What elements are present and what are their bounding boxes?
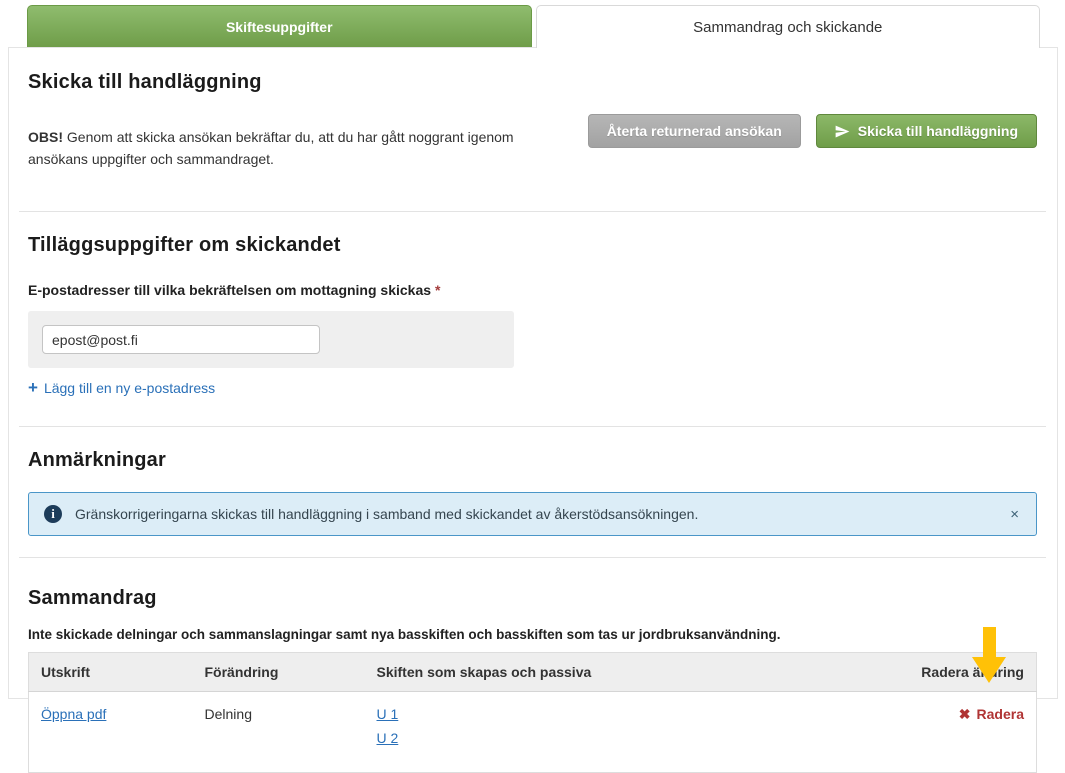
email-input[interactable] xyxy=(42,325,320,354)
email-addresses-label: E-postadresser till vilka bekräftelsen om mottagning skickas * xyxy=(28,282,441,299)
delete-change-link[interactable] xyxy=(959,706,1024,722)
send-buttons xyxy=(588,114,1037,148)
withdraw-button-label: Återta returnerad ansökan xyxy=(606,123,782,139)
plus-icon: + xyxy=(28,378,38,398)
column-header-forandring: Förändring xyxy=(193,653,365,692)
info-alert xyxy=(28,492,1037,536)
summary-title: Sammandrag xyxy=(28,587,157,610)
send-row xyxy=(28,113,1037,184)
alert-text: Gränskorrigeringarna skickas till handläggning i samband med skickandet av åkerstödsansökningen. xyxy=(75,506,699,523)
add-email-link-label: Lägg till en ny e-postadress xyxy=(43,379,216,396)
open-pdf-link[interactable]: Öppna pdf xyxy=(41,706,107,723)
change-type-cell: Delning xyxy=(193,692,365,773)
main-panel xyxy=(8,47,1058,747)
section-divider xyxy=(19,426,1046,427)
send-note xyxy=(28,127,553,170)
column-header-skiften: Skiften som skapas och passiva xyxy=(365,653,897,692)
tab-sammandrag-och-skickande[interactable] xyxy=(536,5,1041,48)
delete-link-label: Radera xyxy=(976,706,1024,723)
summary-table xyxy=(28,652,1037,773)
summary-description: Inte skickade delningar och sammanslagningar samt nya basskiften och basskiften som tas ur jordbruksanvändning. xyxy=(28,627,781,643)
add-email-link[interactable] xyxy=(28,379,215,396)
info-icon: i xyxy=(44,505,62,523)
parcel-link-u2[interactable]: U 2 xyxy=(376,730,399,747)
additional-info-title: Tilläggsuppgifter om skickandet xyxy=(28,234,341,257)
required-asterisk: * xyxy=(434,282,441,299)
tab-skiftesuppgifter[interactable] xyxy=(27,5,532,47)
alert-close-icon[interactable]: × xyxy=(1010,505,1019,523)
send-button-label: Skicka till handläggning xyxy=(857,123,1018,139)
tab-label: Sammandrag och skickande xyxy=(693,18,883,36)
parcel-link-u1[interactable]: U 1 xyxy=(376,706,399,723)
paper-plane-icon xyxy=(835,124,850,139)
email-input-group xyxy=(28,311,514,368)
send-note-text: Genom att skicka ansökan bekräftar du, att du har gått noggrant igenom ansökans uppgifter och sammandraget. xyxy=(28,129,514,167)
send-to-processing-button[interactable] xyxy=(816,114,1037,148)
remarks-title: Anmärkningar xyxy=(28,449,166,472)
red-x-icon: ✖ xyxy=(958,706,971,723)
column-header-radera: Radera ändring xyxy=(897,653,1037,692)
table-row xyxy=(29,692,1037,773)
table-header-row xyxy=(29,653,1037,692)
section-divider xyxy=(19,211,1046,212)
send-section-title: Skicka till handläggning xyxy=(28,71,262,93)
send-note-bold: OBS! xyxy=(28,129,63,145)
column-header-utskrift: Utskrift xyxy=(29,653,193,692)
withdraw-returned-application-button[interactable] xyxy=(588,114,801,148)
highlight-arrow-icon xyxy=(972,627,1006,683)
summary-section xyxy=(28,587,1037,773)
section-divider xyxy=(19,557,1046,558)
tab-bar xyxy=(0,0,1065,47)
tab-label: Skiftesuppgifter xyxy=(225,18,333,35)
